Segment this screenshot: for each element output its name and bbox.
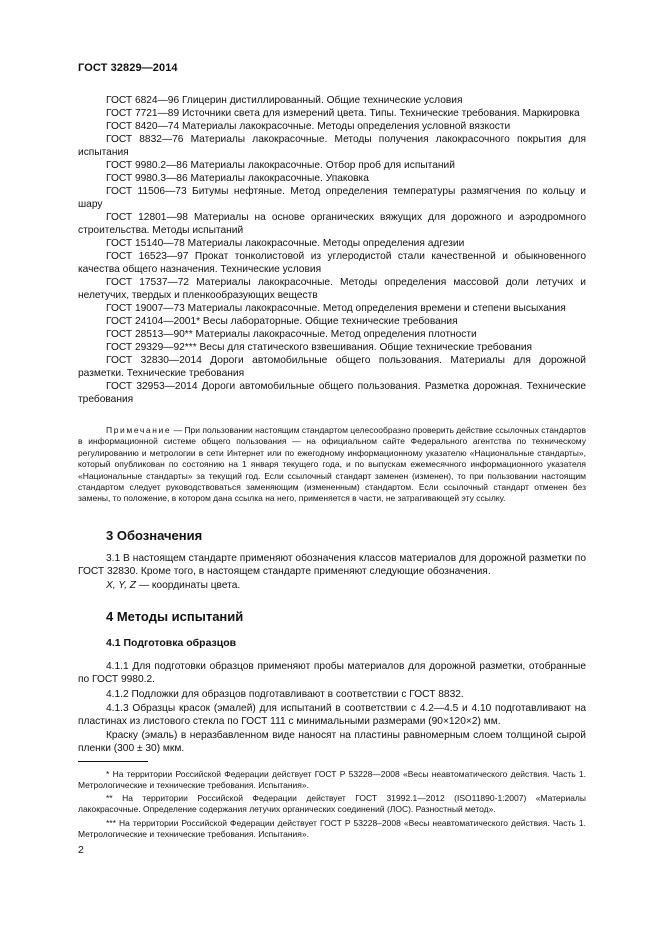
footnote-separator [78,761,148,762]
reference-item: ГОСТ 24104—2001* Весы лабораторные. Общие технические требования [106,316,458,327]
reference-item: ГОСТ 12801—98 Материалы на основе органических вяжущих для дорожного и аэродромного строительства. Методы испытаний [78,212,586,236]
reference-item: ГОСТ 11506—73 Битумы нефтяные. Метод определения температуры размягчения по кольцу и шару [78,186,586,210]
page-number: 2 [78,844,84,856]
reference-item: ГОСТ 15140—78 Материалы лакокрасочные. Методы определения адгезии [106,238,465,249]
normative-references-list [78,94,586,406]
reference-item: ГОСТ 6824—96 Глицерин дистиллированный. Общие технические условия [106,95,463,106]
reference-item: ГОСТ 8832—76 Материалы лакокрасочные. Методы получения лакокрасочного покрытия для испытания [78,134,586,158]
reference-item: ГОСТ 29329—92*** Весы для статического взвешивания. Общие технические требования [106,342,533,353]
note-label: Примечание [106,425,172,435]
color-coordinates-paragraph [78,579,586,592]
color-symbols: X, Y, Z [106,580,137,591]
references-note [78,425,586,505]
reference-item: ГОСТ 32953—2014 Дороги автомобильные общего пользования. Разметка дорожная. Технические требования [78,381,586,405]
reference-item: ГОСТ 9980.3—86 Материалы лакокрасочные. Упаковка [106,173,369,184]
subsection-4-1-title: 4.1 Подготовка образцов [106,637,237,649]
reference-item: ГОСТ 8420—74 Материалы лакокрасочные. Методы определения условной вязкости [106,121,511,132]
reference-item: ГОСТ 16523—97 Прокат тонколистовой из углеродистой стали качественной и обыкновенного качества общего назначения. Технические условия [78,251,586,275]
reference-item: ГОСТ 9980.2—86 Материалы лакокрасочные. Отбор проб для испытаний [106,160,455,171]
footnote: * На территории Российской Федерации действует ГОСТ Р 53228—2008 «Весы неавтоматического действия. Часть 1. Метрологические и технические требования. Испытания». [78,769,586,791]
footnote: ** На территории Российской Федерации действует ГОСТ 31992.1—2012 (ISO11890-1:2007) «Материалы лакокрасочные. Определение содержания летучих органических соединений (ЛОС). Разностный метод». [78,793,586,815]
reference-item: ГОСТ 7721—89 Источники света для измерений цвета. Типы. Технические требования. Маркировка [106,108,580,119]
clause-4-1-2: 4.1.2 Подложки для образцов подготавливают в соответствии с ГОСТ 8832. [106,689,464,700]
section-3-title: 3 Обозначения [106,528,203,543]
reference-item: ГОСТ 17537—72 Материалы лакокрасочные. Методы определения массовой доли летучих и нелетучих, твердых и пленкообразующих веществ [78,277,586,301]
reference-item: ГОСТ 32830—2014 Дороги автомобильные общего пользования. Материалы для дорожной разметки. Технические требования [78,355,586,379]
document-header: ГОСТ 32829—2014 [78,62,178,74]
clause-4-1-1: 4.1.1 Для подготовки образцов применяют пробы материалов для дорожной разметки, отобранные по ГОСТ 9980.2. [78,661,586,686]
color-symbols-definition: — координаты цвета. [136,580,241,591]
section-4-title: 4 Методы испытаний [106,609,244,624]
note-text: — При пользовании настоящим стандартом целесообразно проверить действие ссылочных стандартов в информационной системе общего пользования — на официальном сайте Федерального агентства по техническому регулированию и метрологии в сети Интернет или по ежегодному информационному указателю «Национальные стандарты», который опубликован по состоянию на 1 января текущего года, и по выпускам ежемесячного информационного указателя «Национальные стандарты» за текущий год. Если ссылочный стандарт заменен (изменен), то при пользовании настоящим стандартом следует руководствоваться заменяющим (измененным) стандартом. Если ссылочный стандарт отменен без замены, то положение, в котором дана ссылка на него, применяется в части, не затрагивающей эту ссылку. [78,425,586,504]
clause-4-1-3: 4.1.3 Образцы красок (эмалей) для испытаний в соответствии с 4.2—4.5 и 4.10 подготавливают на пластинах из листового стекла по ГОСТ 111 с минимальными размерами (90×120×2) мм. [78,703,586,728]
section-3-1-paragraph: 3.1 В настоящем стандарте применяют обозначения классов материалов для дорожной разметки по ГОСТ 32830. Кроме того, в настоящем стандарте применяют следующие обозначения. [78,553,586,578]
paint-application-paragraph: Краску (эмаль) в неразбавленном виде наносят на пластины равномерным слоем толщиной сырой пленки (300 ± 30) мкм. [78,730,586,755]
footnote: *** На территории Российской Федерации действует ГОСТ Р 53228–2008 «Весы неавтоматического действия. Часть 1. Метрологические и технические требования. Испытания». [78,818,586,840]
reference-item: ГОСТ 19007—73 Материалы лакокрасочные. Метод определения времени и степени высыхания [106,303,566,314]
reference-item: ГОСТ 28513—90** Материалы лакокрасочные. Метод определения плотности [106,329,477,340]
